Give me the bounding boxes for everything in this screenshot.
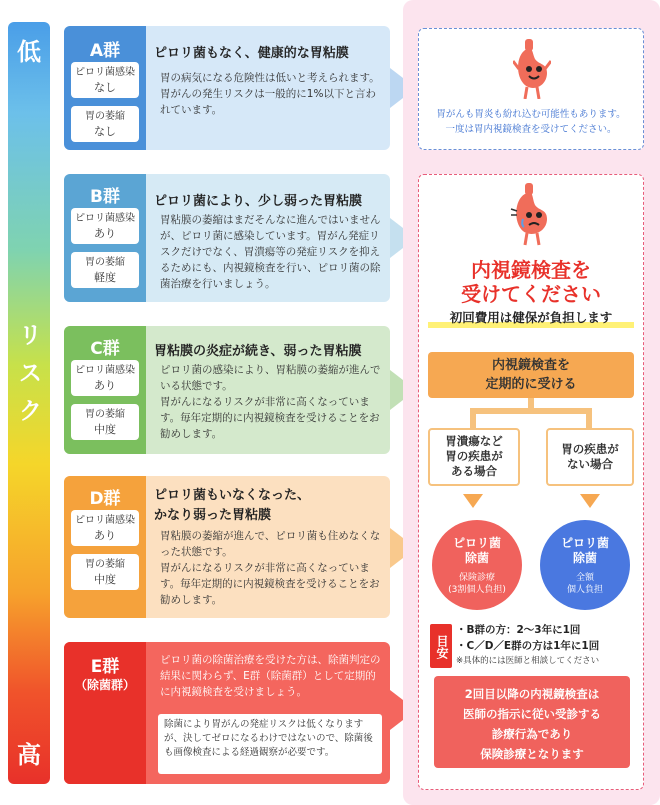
tree-connector-horizontal — [470, 408, 590, 414]
down-arrow-left — [463, 494, 483, 508]
group-b-atrophy: 胃の萎縮 軽度 — [71, 252, 139, 288]
group-a-title: ピロリ菌もなく、健康的な胃粘膜 — [154, 46, 349, 61]
group-d-title: ピロリ菌もいなくなった、 かなり弱った胃粘膜 — [154, 488, 311, 523]
cost-coverage-text: 初回費用は健保が負担します — [449, 310, 613, 325]
group-e-card — [64, 642, 390, 784]
group-a-card — [64, 26, 390, 150]
group-d-name: D群 — [89, 489, 121, 509]
group-e-title: ピロリ菌の除菌治療を受けた方は、除菌判定の結果に関わらず、E群（除菌群）として定期的に内視鏡検査を受けましょう。 — [160, 654, 381, 698]
risk-gradient-bar — [8, 22, 50, 784]
low-risk-advice-text: 胃がんも胃炎も紛れ込む可能性もあります。 一度は胃内視鏡検査を受けてください。 — [436, 109, 626, 135]
endoscopy-call-title: 内視鏡検査を 受けてください — [461, 258, 601, 306]
group-d-atrophy: 胃の萎縮 中度 — [71, 554, 139, 590]
group-d-card — [64, 476, 390, 618]
guideline-text: ・B群の方：2〜3年に1回 ・C／D／E群の方は1年に1回 — [456, 624, 600, 652]
guideline-tag: 目安 — [430, 624, 452, 668]
group-a-desc: 胃の病気になる危険性は低いと考えられます。 胃がんの発生リスクは一般的に1%以下と言われています。 — [160, 72, 380, 116]
down-arrow-right — [580, 494, 600, 508]
group-a-name: A群 — [89, 41, 121, 61]
group-b-infection: ピロリ菌感染 あり — [71, 208, 139, 244]
group-c-desc: ピロリ菌の感染により、胃粘膜の萎縮が進んでいる状態です。 胃がんになるリスクが非常に高くなっています。毎年定期的に内視鏡検査を受けることをお勧めします。 — [160, 364, 381, 440]
group-b-name: B群 — [90, 187, 120, 207]
followup-insurance-box: 2回目以降の内視鏡検査は 医師の指示に従い受診する 診療行為であり 保険診療となります — [434, 676, 630, 768]
group-b-card — [64, 174, 390, 302]
group-a-infection: ピロリ菌感染 なし — [71, 62, 139, 98]
disease-case-box: 胃潰瘍など 胃の疾患が ある場合 — [428, 428, 520, 486]
eradication-self-pay-circle: ピロリ菌 除菌 全額 個人負担 — [540, 520, 630, 610]
group-e-name: E群 — [90, 657, 120, 677]
risk-low-label: 低 — [17, 38, 41, 66]
tree-connector-right — [586, 408, 592, 428]
regular-endoscopy-box: 内視鏡検査を 定期的に受ける — [428, 352, 634, 398]
group-c-name: C群 — [90, 339, 120, 359]
group-b-desc: 胃粘膜の萎縮はまだそんなに進んではいませんが、ピロリ菌に感染しています。胃がん発症リスクだけでなく、胃潰瘍等の発症リスクを抑えるためにも、内視鏡検査を行い、ピロリ菌の除菌治療を行いましょう。 — [160, 214, 381, 290]
group-a-atrophy: 胃の萎縮 なし — [71, 106, 139, 142]
no-disease-case-box: 胃の疾患が ない場合 — [546, 428, 634, 486]
group-d-desc: 胃粘膜の萎縮が進んで、ピロリ菌も住めなくなった状態です。 胃がんになるリスクが非常に高くなっています。毎年定期的に内視鏡検査を受けることをお勧めします。 — [160, 530, 381, 606]
group-c-card — [64, 326, 390, 454]
group-c-title: 胃粘膜の炎症が続き、弱った胃粘膜 — [154, 344, 362, 359]
group-d-infection: ピロリ菌感染 あり — [71, 510, 139, 546]
group-e-subname: （除菌群） — [74, 678, 135, 692]
tree-connector-left — [470, 408, 476, 428]
risk-label: リスク — [14, 322, 42, 436]
guideline-note: ※具体的には医師と相談してください — [456, 656, 600, 666]
sick-stomach-mascot-icon — [509, 183, 553, 247]
stomach-mascot-icon — [513, 39, 551, 99]
group-c-atrophy: 胃の萎縮 中度 — [71, 404, 139, 440]
group-b-title: ピロリ菌により、少し弱った胃粘膜 — [154, 194, 363, 209]
group-c-infection: ピロリ菌感染 あり — [71, 360, 139, 396]
low-risk-advice-box — [418, 28, 644, 150]
eradication-insurance-circle: ピロリ菌 除菌 保険診療 (3割個人負担) — [432, 520, 522, 610]
group-e-note: 除菌により胃がんの発症リスクは低くなりますが、決してゼロになるわけではないので、除菌後も画像検査による経過観察が必要です。 — [158, 714, 382, 774]
risk-high-label: 高 — [17, 741, 41, 769]
